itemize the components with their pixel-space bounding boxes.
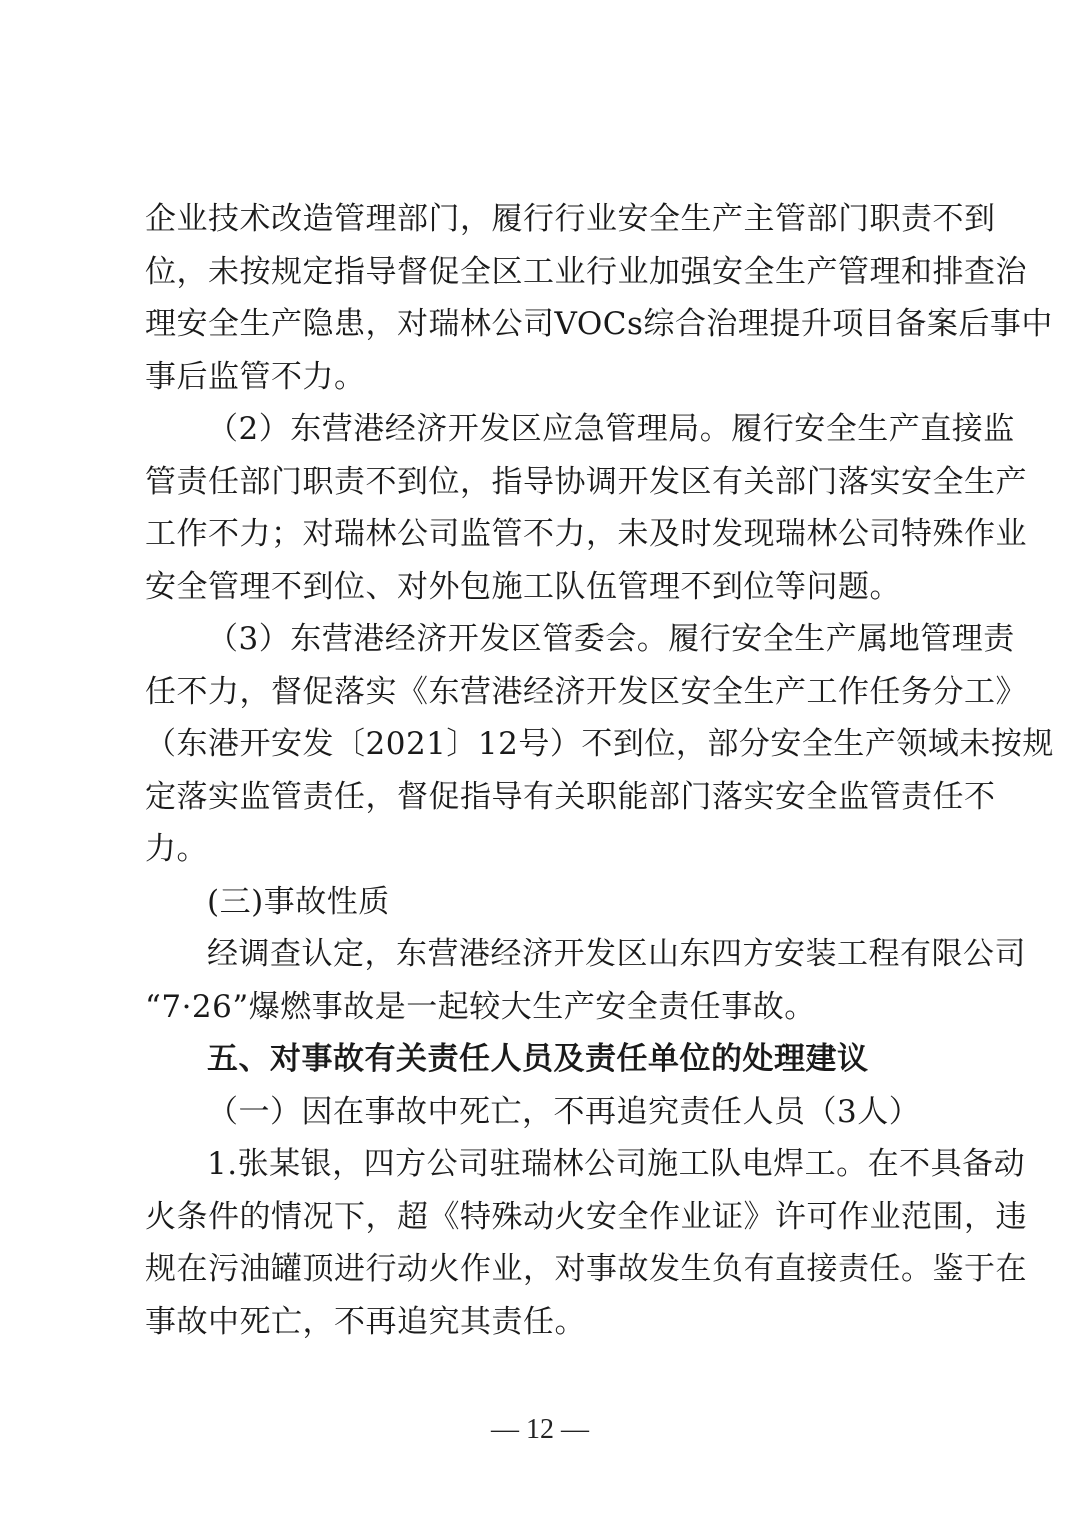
text-line: 企业技术改造管理部门，履行行业安全生产主管部门职责不到 bbox=[145, 201, 996, 237]
text-line: “7·26”爆燃事故是一起较大生产安全责任事故。 bbox=[145, 988, 816, 1025]
text-line: 事故中死亡，不再追究其责任。 bbox=[145, 1303, 586, 1340]
page-number: — 12 — bbox=[491, 1414, 589, 1445]
text-line: （一）因在事故中死亡，不再追究责任人员（3人） bbox=[207, 1093, 921, 1130]
text-line: （东港开安发〔2021〕12号）不到位，部分安全生产领域未按规 bbox=[145, 726, 1054, 762]
text-line: 理安全生产隐患，对瑞林公司VOCs综合治理提升项目备案后事中 bbox=[145, 306, 1053, 342]
text-line: （2）东营港经济开发区应急管理局。履行安全生产直接监 bbox=[207, 411, 1015, 447]
text-line: 力。 bbox=[145, 831, 208, 867]
document-body bbox=[145, 193, 1054, 1348]
text-line: (三)事故性质 bbox=[207, 883, 390, 920]
text-line: 管责任部门职责不到位，指导协调开发区有关部门落实安全生产 bbox=[145, 463, 1027, 500]
text-line: 任不力，督促落实《东营港经济开发区安全生产工作任务分工》 bbox=[145, 673, 1027, 710]
text-line: 位，未按规定指导督促全区工业行业加强安全生产管理和排查治 bbox=[145, 253, 1027, 290]
text-line: 安全管理不到位、对外包施工队伍管理不到位等问题。 bbox=[145, 568, 901, 605]
text-line: 经调查认定，东营港经济开发区山东四方安装工程有限公司 bbox=[207, 936, 1026, 972]
text-line: 工作不力；对瑞林公司监管不力，未及时发现瑞林公司特殊作业 bbox=[145, 516, 1027, 552]
text-line: 定落实监管责任，督促指导有关职能部门落实安全监管责任不 bbox=[145, 778, 996, 815]
text-line: 规在污油罐顶进行动火作业，对事故发生负有直接责任。鉴于在 bbox=[145, 1251, 1027, 1287]
section-heading: 五、对事故有关责任人员及责任单位的处理建议 bbox=[207, 1041, 869, 1077]
text-line: 火条件的情况下，超《特殊动火安全作业证》许可作业范围，违 bbox=[145, 1198, 1027, 1235]
text-line: 1.张某银，四方公司驻瑞林公司施工队电焊工。在不具备动 bbox=[207, 1146, 1026, 1182]
text-line: （3）东营港经济开发区管委会。履行安全生产属地管理责 bbox=[207, 621, 1015, 657]
text-line: 事后监管不力。 bbox=[145, 358, 366, 395]
